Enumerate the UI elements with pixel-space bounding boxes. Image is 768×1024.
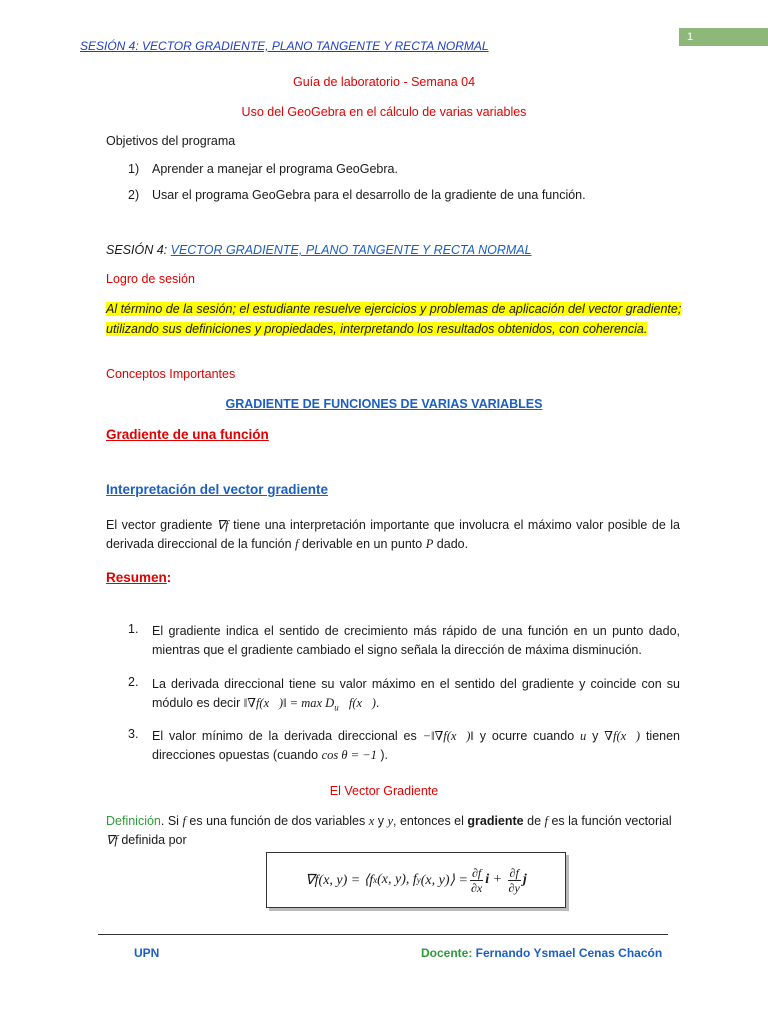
fraction-denominator: ∂y [508, 880, 520, 895]
gradient-symbol: ∇f [216, 518, 229, 532]
logro-text [106, 299, 681, 339]
session-prefix: SESIÓN 4: [106, 243, 168, 257]
footer-institution: UPN [134, 946, 160, 960]
formula-subscript: x [373, 875, 378, 885]
formula-part: ∇f(x, y) = ⟨f [305, 872, 374, 888]
item-text: El gradiente indica el sentido de crecimiento más rápido de una función en un punto dado, mientras que el gradiente cambiado el signo señala la dirección de máxima disminución. [152, 624, 680, 657]
text-fragment: , entonces el [393, 814, 468, 828]
math-symbol: f [544, 814, 548, 828]
objectives-heading: Objetivos del programa [106, 134, 236, 148]
function-symbol: f [295, 537, 299, 551]
summary-item-1 [128, 622, 680, 660]
summary-heading [106, 570, 171, 585]
summary-item-3 [128, 727, 680, 765]
text-fragment: y [586, 729, 605, 743]
footer-docente [421, 946, 662, 960]
gradient-formula-box [266, 852, 566, 908]
text-fragment: . Si [160, 814, 183, 828]
interpretation-paragraph [106, 516, 680, 554]
summary-item-2 [128, 675, 680, 718]
math-expression: f(x⃗) [345, 696, 376, 710]
item-number: 2. [128, 675, 139, 689]
logro-line-2: utilizando sus definiciones y propiedades, interpretando los resultados obtenidos, con coherencia. [106, 322, 648, 336]
text-fragment: dado. [433, 537, 469, 551]
math-expression: u [580, 729, 587, 743]
formula-part: (x, y)⟩ = [420, 872, 468, 888]
text-fragment: . [375, 696, 380, 710]
session-title: VECTOR GRADIENTE, PLANO TANGENTE Y RECTA NORMAL [170, 243, 532, 257]
formula-part: (x, y), f [377, 872, 417, 887]
objective-text: Aprender a manejar el programa GeoGebra. [152, 162, 398, 176]
definition-label: Definición [106, 814, 161, 828]
unit-vector-j: j [522, 872, 527, 887]
text-fragment: La derivada direccional tiene su valor máximo en el sentido del gradiente y coincide con su módulo es decir [152, 677, 680, 710]
text-fragment: El valor mínimo de la derivada direccional es [152, 729, 423, 743]
text-fragment: y [374, 814, 388, 828]
formula-subscript: y [416, 875, 421, 885]
point-symbol: P [425, 537, 434, 551]
text-fragment: tienen direcciones opuestas (cuando [152, 729, 680, 762]
math-symbol: ∇f [106, 833, 118, 847]
math-expression: −‖∇f(x⃗)‖ [422, 729, 474, 743]
fraction-denominator: ∂x [470, 880, 483, 895]
header-title: SESIÓN 4: VECTOR GRADIENTE, PLANO TANGENTE Y RECTA NORMAL [80, 39, 489, 53]
math-symbol: y [387, 814, 394, 828]
docente-label: Docente: [421, 946, 473, 960]
definition-paragraph [106, 812, 680, 850]
bold-term: gradiente [467, 814, 524, 828]
item-text [152, 675, 680, 718]
text-fragment: definida por [117, 833, 187, 847]
formula-part: + [489, 872, 506, 887]
text-fragment: es la función vectorial [547, 814, 672, 828]
text-fragment: de [523, 814, 545, 828]
unit-vector-i: i [485, 872, 490, 887]
math-expression: ∇f(x⃗) [604, 729, 641, 743]
item-text [152, 727, 680, 765]
text-fragment: tiene una interpretación importante que involucra el máximo valor posible de la derivada direccional de la función [106, 518, 680, 551]
fraction-numerator: ∂f [509, 865, 519, 880]
objective-number: 1) [128, 162, 140, 176]
concepts-heading: Conceptos Importantes [106, 367, 236, 381]
math-symbol: f [182, 814, 186, 828]
item-number: 1. [128, 622, 139, 636]
partial-y-fraction [508, 866, 521, 895]
objective-number: 2) [128, 188, 140, 202]
text-fragment: es una función de dos variables [185, 814, 369, 828]
guide-subtitle: Uso del GeoGebra en el cálculo de varias variables [241, 105, 527, 119]
logro-heading: Logro de sesión [106, 272, 195, 286]
vector-gradient-title: El Vector Gradiente [329, 784, 439, 798]
session-heading [106, 243, 532, 257]
logro-line-1: Al término de la sesión; el estudiante resuelve ejercicios y problemas de aplicación del vector gradiente; [106, 302, 682, 316]
math-expression: cos θ = −1 [321, 748, 377, 762]
summary-colon: : [166, 570, 172, 585]
text-fragment: derivable en un punto [298, 537, 426, 551]
main-section-title: GRADIENTE DE FUNCIONES DE VARIAS VARIABLES [225, 397, 543, 411]
text-fragment: El vector gradiente [106, 518, 217, 532]
partial-x-fraction [470, 866, 483, 895]
objective-text: Usar el programa GeoGebra para el desarrollo de la gradiente de una función. [152, 188, 586, 202]
math-subscript: u⃗ [334, 702, 346, 713]
fraction-numerator: ∂f [471, 865, 482, 880]
text-fragment: ). [376, 748, 388, 762]
guide-title: Guía de laboratorio - Semana 04 [292, 75, 476, 89]
math-symbol: x [368, 814, 375, 828]
summary-heading-text: Resumen [106, 570, 167, 585]
text-fragment: y ocurre cuando [473, 729, 581, 743]
footer-divider [98, 934, 668, 935]
docente-name: Fernando Ysmael Cenas Chacón [472, 946, 663, 960]
math-expression: ‖∇f(x⃗)‖ = max D [243, 696, 335, 710]
page-number: 1 [679, 28, 768, 46]
gradient-heading: Gradiente de una función [106, 427, 269, 442]
interpretation-heading: Interpretación del vector gradiente [106, 482, 329, 497]
item-number: 3. [128, 727, 139, 741]
